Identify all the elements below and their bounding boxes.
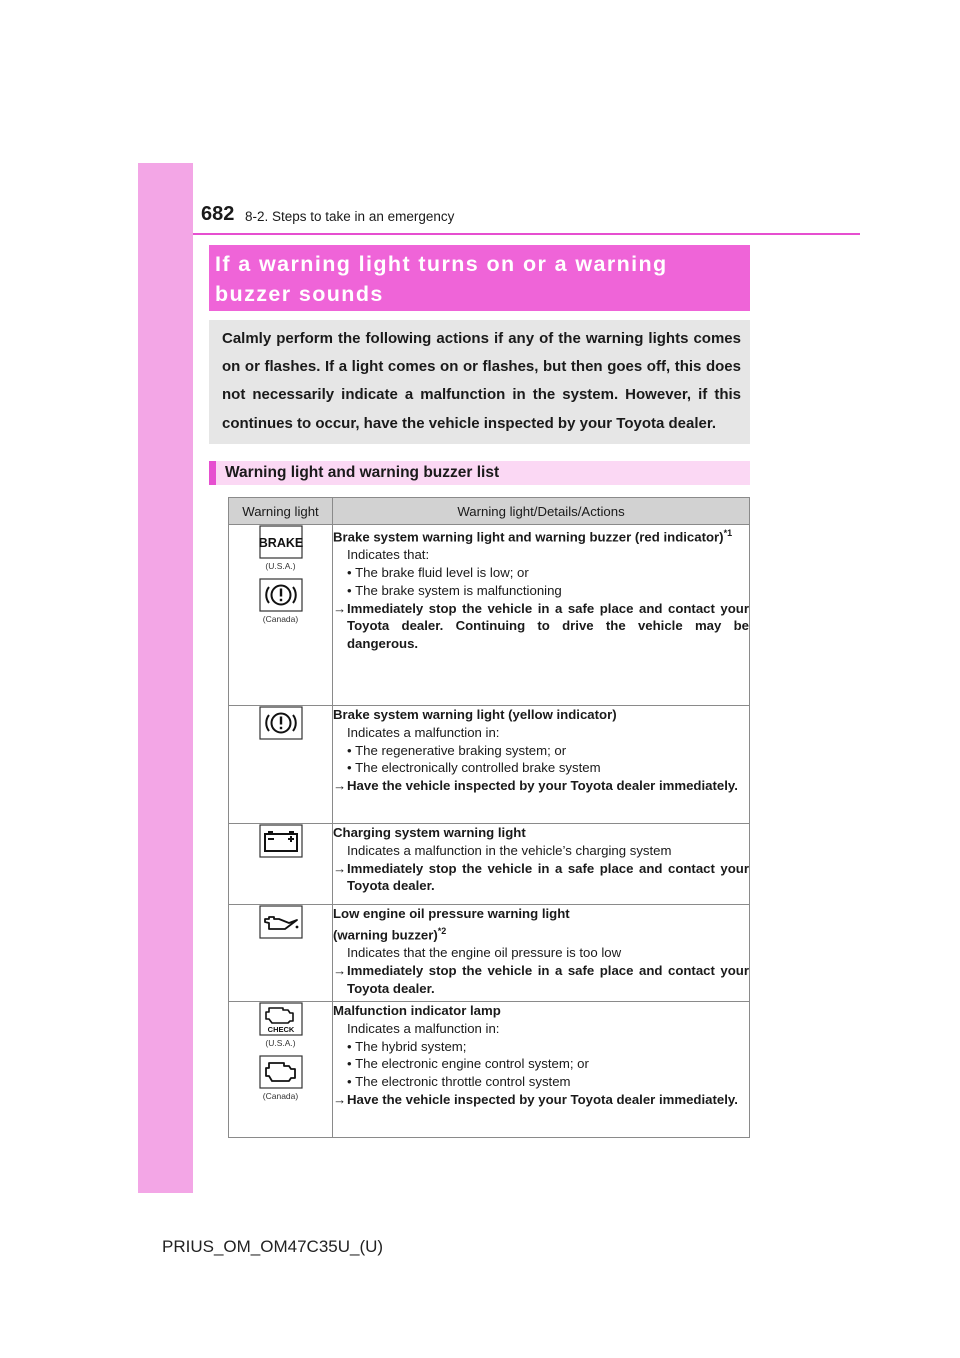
details-intro: Indicates a malfunction in: xyxy=(347,1020,500,1036)
check-engine-icon xyxy=(259,1002,303,1036)
page-number: 682 xyxy=(201,203,235,225)
table-row xyxy=(229,525,750,706)
page-title-line1: If a warning light turns on or a warning xyxy=(215,252,668,276)
region-label: (U.S.A.) xyxy=(265,1038,296,1048)
exclamation-circle-icon xyxy=(259,706,303,740)
document-footer: PRIUS_OM_OM47C35U_(U) xyxy=(162,1237,384,1256)
region-label: (Canada) xyxy=(262,614,299,624)
page-title-line2: buzzer sounds xyxy=(215,282,384,306)
arrow-icon: → xyxy=(333,1091,347,1107)
icon-cell xyxy=(229,1002,333,1138)
action-text: → Immediately stop the vehicle in a safe place and contact your Toyota dealer. xyxy=(333,962,749,996)
description-cell xyxy=(333,905,750,1002)
header-rule xyxy=(193,233,860,235)
intro-box: Calmly perform the following actions if any of the warning lights comes on or flashes. If a light comes on or flashes, but then goes off, this does not necessarily indicate a malfunction in the system. However, if this continues to occur, have the vehicle inspected by your Toyota dealer. xyxy=(209,320,750,444)
footnote-ref: *1 xyxy=(723,528,733,538)
icon-cell xyxy=(229,706,333,824)
action-text: → Have the vehicle inspected by your Toyota dealer immediately. xyxy=(333,1091,738,1107)
detail-bullet: • The regenerative braking system; or xyxy=(347,742,567,758)
arrow-icon: → xyxy=(333,600,347,616)
detail-bullet: • The brake fluid level is low; or xyxy=(347,564,529,580)
table-row xyxy=(229,824,750,905)
arrow-icon: → xyxy=(333,962,347,978)
side-tab-band xyxy=(138,163,193,1193)
engine-icon xyxy=(259,1055,303,1089)
region-label: (U.S.A.) xyxy=(265,561,296,571)
warning-title-line2: (warning buzzer)$^{*2}$ xyxy=(333,925,447,943)
subheading: Warning light and warning buzzer list xyxy=(209,461,750,485)
arrow-icon: → xyxy=(333,778,347,794)
icon-cell xyxy=(229,905,333,1002)
oil-can-icon xyxy=(259,905,303,939)
column-header-details: Warning light/Details/Actions xyxy=(333,498,750,525)
description-cell xyxy=(333,525,750,706)
description-cell xyxy=(333,824,750,905)
table-row xyxy=(229,706,750,824)
icon-cell xyxy=(229,525,333,706)
detail-bullet: • The hybrid system; xyxy=(347,1038,467,1054)
detail-bullet: • The brake system is malfunctioning xyxy=(347,582,562,598)
footnote-ref: *2 xyxy=(437,925,447,936)
brake-text-icon xyxy=(259,525,303,559)
warning-title: Low engine oil pressure warning light xyxy=(333,906,570,921)
action-text: → Immediately stop the vehicle in a safe place and contact your Toyota dealer. Continuing to drive the vehicle may be dangerous. xyxy=(333,600,749,652)
detail-bullet: • The electronic engine control system; or xyxy=(347,1056,589,1072)
warning-title: Brake system warning light and warning buzzer (red indicator)$^{*1}$ xyxy=(333,528,733,545)
table-row xyxy=(229,1002,750,1138)
details-intro: Indicates that: xyxy=(347,547,430,563)
region-label: (Canada) xyxy=(262,1091,299,1101)
exclamation-circle-icon xyxy=(259,578,303,612)
warning-title: Brake system warning light (yellow indicator) xyxy=(333,707,617,722)
detail-bullet: • The electronically controlled brake system xyxy=(347,760,601,776)
table-header-row xyxy=(229,498,750,525)
warning-light-table xyxy=(228,497,750,1138)
icon-cell xyxy=(229,824,333,905)
warning-title: Charging system warning light xyxy=(333,825,526,840)
svg-text:BRAKE: BRAKE xyxy=(258,536,303,550)
warning-title: Malfunction indicator lamp xyxy=(333,1003,501,1018)
section-title: 8-2. Steps to take in an emergency xyxy=(245,209,455,224)
description-cell xyxy=(333,706,750,824)
details-intro: Indicates that the engine oil pressure is too low xyxy=(347,944,622,960)
svg-text:CHECK: CHECK xyxy=(267,1025,294,1034)
table-row xyxy=(229,905,750,1002)
details-intro: Indicates a malfunction in: xyxy=(347,724,500,740)
arrow-icon: → xyxy=(333,860,347,876)
description-cell xyxy=(333,1002,750,1138)
column-header-warning-light: Warning light xyxy=(229,498,333,525)
detail-bullet: • The electronic throttle control system xyxy=(347,1074,571,1090)
battery-icon xyxy=(259,824,303,858)
action-text: → Have the vehicle inspected by your Toyota dealer immediately. xyxy=(333,778,738,794)
details-intro: Indicates a malfunction in the vehicle’s charging system xyxy=(347,842,672,858)
page-title-banner xyxy=(209,245,750,311)
action-text: → Immediately stop the vehicle in a safe place and contact your Toyota dealer. xyxy=(333,860,749,894)
